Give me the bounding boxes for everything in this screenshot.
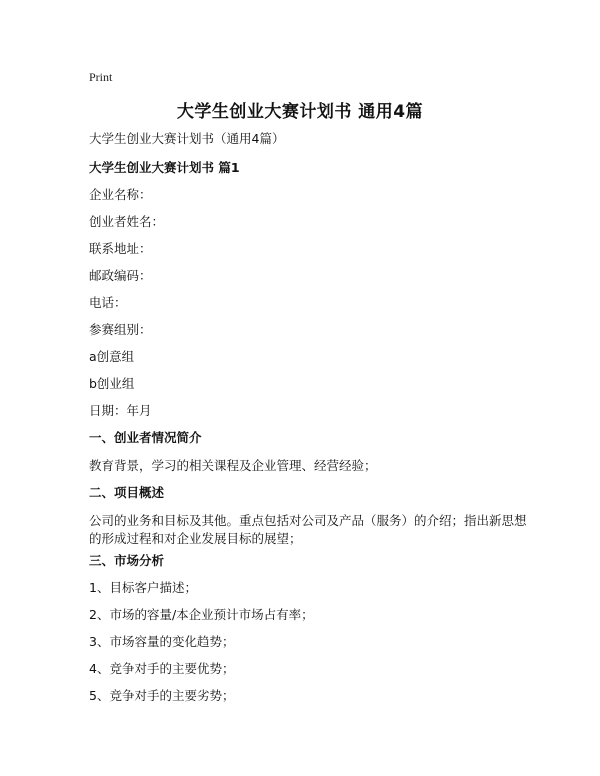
option-creative-group: a创意组	[89, 349, 135, 364]
section-heading-part1: 大学生创业大赛计划书 篇1	[89, 160, 240, 175]
body-founder-intro: 教育背景，学习的相关课程及企业管理、经营经验；	[89, 458, 377, 473]
heading-founder-intro: 一、创业者情况简介	[89, 430, 202, 445]
list-item: 1、目标客户描述；	[89, 580, 197, 595]
heading-project-overview: 二、项目概述	[89, 485, 165, 500]
field-company-name: 企业名称：	[89, 187, 152, 202]
document-title: 大学生创业大赛计划书 通用4篇	[176, 102, 424, 122]
field-date: 日期：年月	[89, 403, 152, 418]
field-phone: 电话：	[89, 295, 127, 310]
field-address: 联系地址：	[89, 241, 152, 256]
document-subtitle: 大学生创业大赛计划书（通用4篇）	[89, 131, 285, 146]
field-founder-name: 创业者姓名：	[89, 214, 165, 229]
field-postal-code: 邮政编码：	[89, 268, 152, 283]
body-project-overview: 公司的业务和目标及其他。重点包括对公司及产品（服务）的介绍；指出新思想的形成过程和对企业发展目标的展望；	[89, 513, 527, 546]
list-item: 4、竞争对手的主要优势；	[89, 661, 235, 676]
list-item: 2、市场的容量/本企业预计市场占有率；	[89, 607, 314, 622]
option-startup-group: b创业组	[89, 376, 135, 391]
heading-market-analysis: 三、市场分析	[89, 553, 165, 568]
print-link[interactable]: Print	[89, 70, 113, 84]
list-item: 5、竞争对手的主要劣势；	[89, 688, 235, 703]
field-category: 参赛组别：	[89, 322, 152, 337]
list-item: 3、市场容量的变化趋势；	[89, 634, 235, 649]
